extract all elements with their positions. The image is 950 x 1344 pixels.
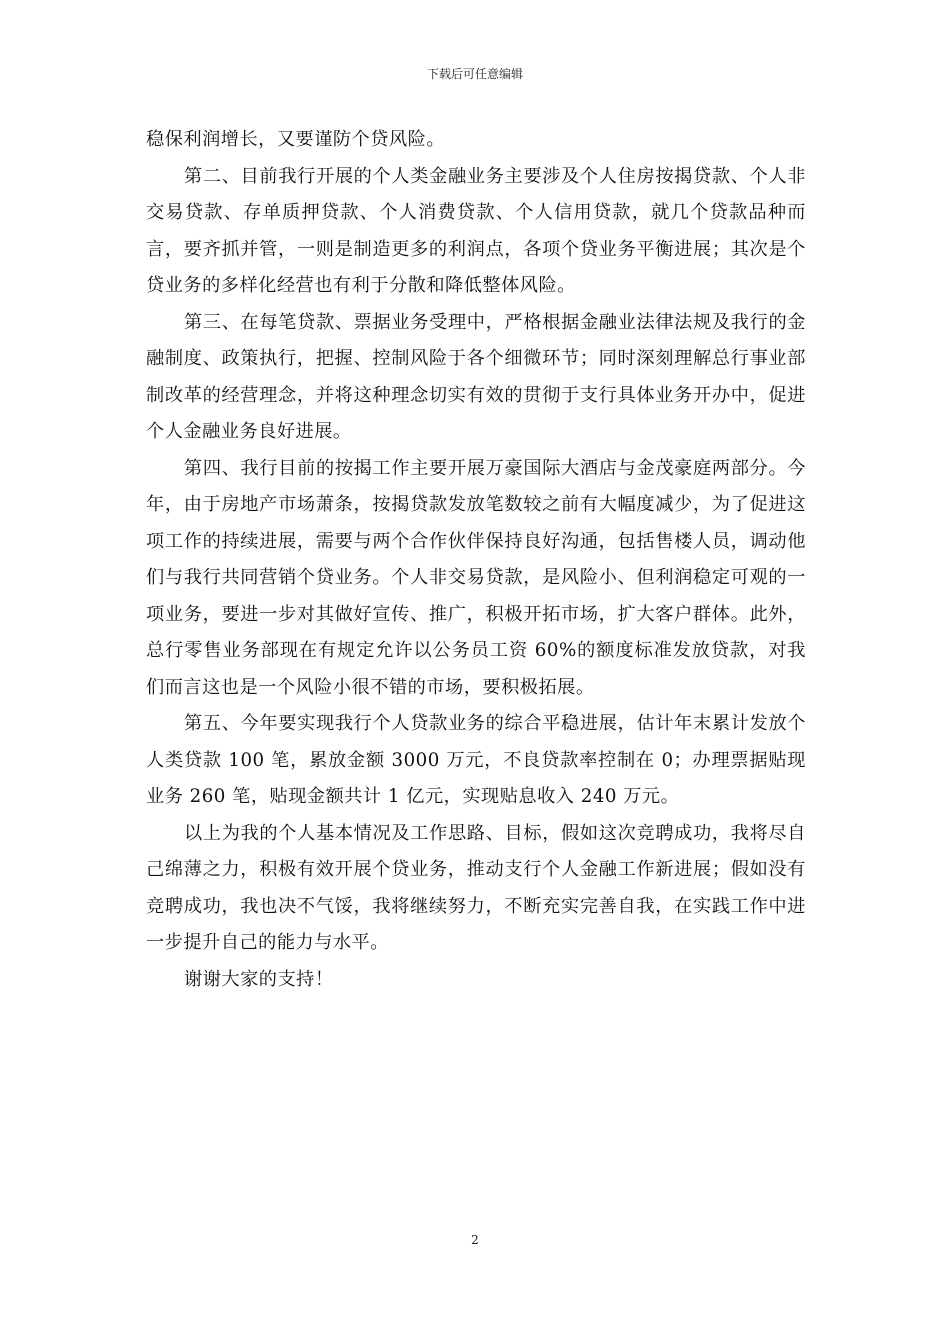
paragraph-5: 第五、今年要实现我行个人贷款业务的综合平稳进展，估计年末累计发放个人类贷款 100 笔，累放金额 3000 万元，不良贷款率控制在 0；办理票据贴现业务 260 笔，贴现金额共计 1 亿元，实现贴息收入 240 万元。 bbox=[146, 713, 806, 807]
page-header: 下载后可任意编辑 bbox=[426, 67, 523, 81]
page-number: 2 bbox=[471, 1233, 479, 1247]
document-body bbox=[146, 122, 806, 998]
paragraph-6: 以上为我的个人基本情况及工作思路、目标，假如这次竞聘成功，我将尽自己绵薄之力，积极有效开展个贷业务，推动支行个人金融工作新进展；假如没有竞聘成功，我也决不气馁，我将继续努力，不断充实完善自我，在实践工作中进一步提升自己的能力与水平。 bbox=[146, 822, 806, 953]
paragraph-7: 谢谢大家的支持！ bbox=[184, 968, 334, 990]
paragraph-3: 第三、在每笔贷款、票据业务受理中，严格根据金融业法律法规及我行的金融制度、政策执行，把握、控制风险于各个细微环节；同时深刻理解总行事业部制改革的经营理念，并将这种理念切实有效的贯彻于支行具体业务开办中，促进个人金融业务良好进展。 bbox=[146, 311, 806, 442]
paragraph-2: 第二、目前我行开展的个人类金融业务主要涉及个人住房按揭贷款、个人非交易贷款、存单质押贷款、个人消费贷款、个人信用贷款，就几个贷款品种而言，要齐抓并管，一则是制造更多的利润点，各项个贷业务平衡进展；其次是个贷业务的多样化经营也有利于分散和降低整体风险。 bbox=[146, 165, 806, 296]
paragraph-4: 第四、我行目前的按揭工作主要开展万豪国际大酒店与金茂豪庭两部分。今年，由于房地产市场萧条，按揭贷款发放笔数较之前有大幅度减少，为了促进这项工作的持续进展，需要与两个合作伙伴保持良好沟通，包括售楼人员，调动他们与我行共同营销个贷业务。个人非交易贷款，是风险小、但利润稳定可观的一项业务，要进一步对其做好宣传、推广，积极开拓市场，扩大客户群体。此外，总行零售业务部现在有规定允许以公务员工资 60%的额度标准发放贷款，对我们而言这也是一个风险小很不错的市场，要积极拓展。 bbox=[146, 457, 806, 698]
paragraph-1: 稳保利润增长，又要谨防个贷风险。 bbox=[146, 129, 446, 150]
